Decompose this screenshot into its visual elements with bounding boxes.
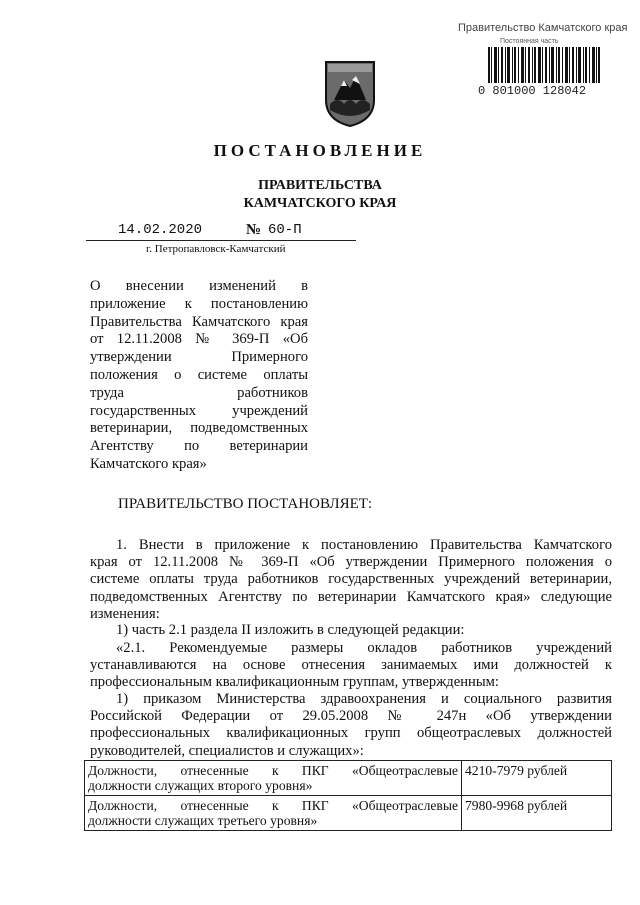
paragraph-line: руководителей, специалистов и служащих»: <box>90 742 364 759</box>
subject-line: от 12.11.2008 № 369-П «Об <box>90 331 308 348</box>
subject-line: государственных учреждений <box>90 402 308 419</box>
barcode-icon <box>488 47 600 83</box>
position-group-line: должности служащих третьего уровня» <box>88 813 318 828</box>
document-title: ПОСТАНОВЛЕНИЕ <box>213 141 427 160</box>
paragraph-line: «2.1. Рекомендуемые размеры окладов работников учреждений <box>116 640 612 656</box>
position-group-cell <box>85 796 462 831</box>
paragraph-line: подведомственных Агентству по ветеринарии Камчатского края» следующие <box>90 588 612 605</box>
issue-city: г. Петропавловск-Камчатский <box>146 243 286 255</box>
subject-line: ветеринарии, подведомственных <box>90 420 308 437</box>
paragraph-line: изменения: <box>90 605 160 622</box>
number-sign: № <box>246 222 262 238</box>
paragraph-3 <box>90 640 612 692</box>
subject-line: положения о системе оплаты <box>90 366 308 383</box>
date-underline <box>86 240 356 241</box>
decree-subject <box>90 278 308 474</box>
paragraph-line: края от 12.11.2008 № 369-П «Об утверждении Примерного положения о <box>90 554 612 571</box>
decree-number: 60-П <box>268 222 302 238</box>
paragraph-line: устанавливаются на основе отнесения занимаемых ими должностей к <box>90 657 612 674</box>
issuer-line-2: КАМЧАТСКОГО КРАЯ <box>243 196 397 211</box>
issuer-line-1: ПРАВИТЕЛЬСТВА <box>258 178 382 193</box>
subject-line: труда работников <box>90 384 308 401</box>
position-group-cell <box>85 761 462 796</box>
subject-line: приложение к постановлению <box>90 295 308 312</box>
table-row <box>85 761 612 796</box>
subject-line: Камчатского края» <box>90 455 207 472</box>
paragraph-2 <box>90 622 612 639</box>
paragraph-line: 1) приказом Министерства здравоохранения и социального развития <box>116 691 612 707</box>
subject-line: Агентству по ветеринарии <box>90 438 308 455</box>
decree-heading: ПРАВИТЕЛЬСТВО ПОСТАНОВЛЯЕТ: <box>118 496 373 512</box>
paragraph-line: системе оплаты труда работников государственных учреждений ветеринарии, <box>90 571 612 588</box>
subject-line: утверждении Примерного <box>90 349 308 366</box>
corner-organization-label: Правительство Камчатского края <box>458 22 628 34</box>
barcode-number: 0 801000 128042 <box>478 84 587 98</box>
subject-line: О внесении изменений в <box>90 278 308 294</box>
paragraph-line: Российской Федерации от 29.05.2008 № 247н «Об утверждении <box>90 708 612 725</box>
paragraph-line: 1) часть 2.1 раздела II изложить в следующей редакции: <box>116 622 465 638</box>
subject-line: Правительства Камчатского края <box>90 313 308 330</box>
decree-date: 14.02.2020 <box>118 222 203 238</box>
salary-range-cell: 4210-7979 рублей <box>462 761 612 796</box>
coat-of-arms-icon <box>324 60 376 128</box>
paragraph-4 <box>90 691 612 760</box>
corner-part-label: Постоянная часть <box>500 38 559 45</box>
position-group-line: Должности, отнесенные к ПКГ «Общеотраслевые <box>88 798 458 813</box>
position-group-line: Должности, отнесенные к ПКГ «Общеотраслевые <box>88 763 458 778</box>
paragraph-line: профессиональных квалификационных групп общеотраслевых должностей <box>90 725 612 742</box>
paragraph-line: 1. Внести в приложение к постановлению Правительства Камчатского <box>116 537 612 553</box>
salary-table <box>84 760 612 831</box>
paragraph-line: профессиональным квалификационным группам, утвержденным: <box>90 674 499 691</box>
table-row <box>85 796 612 831</box>
salary-range-cell: 7980-9968 рублей <box>462 796 612 831</box>
position-group-line: должности служащих второго уровня» <box>88 778 313 793</box>
paragraph-1 <box>90 537 612 623</box>
